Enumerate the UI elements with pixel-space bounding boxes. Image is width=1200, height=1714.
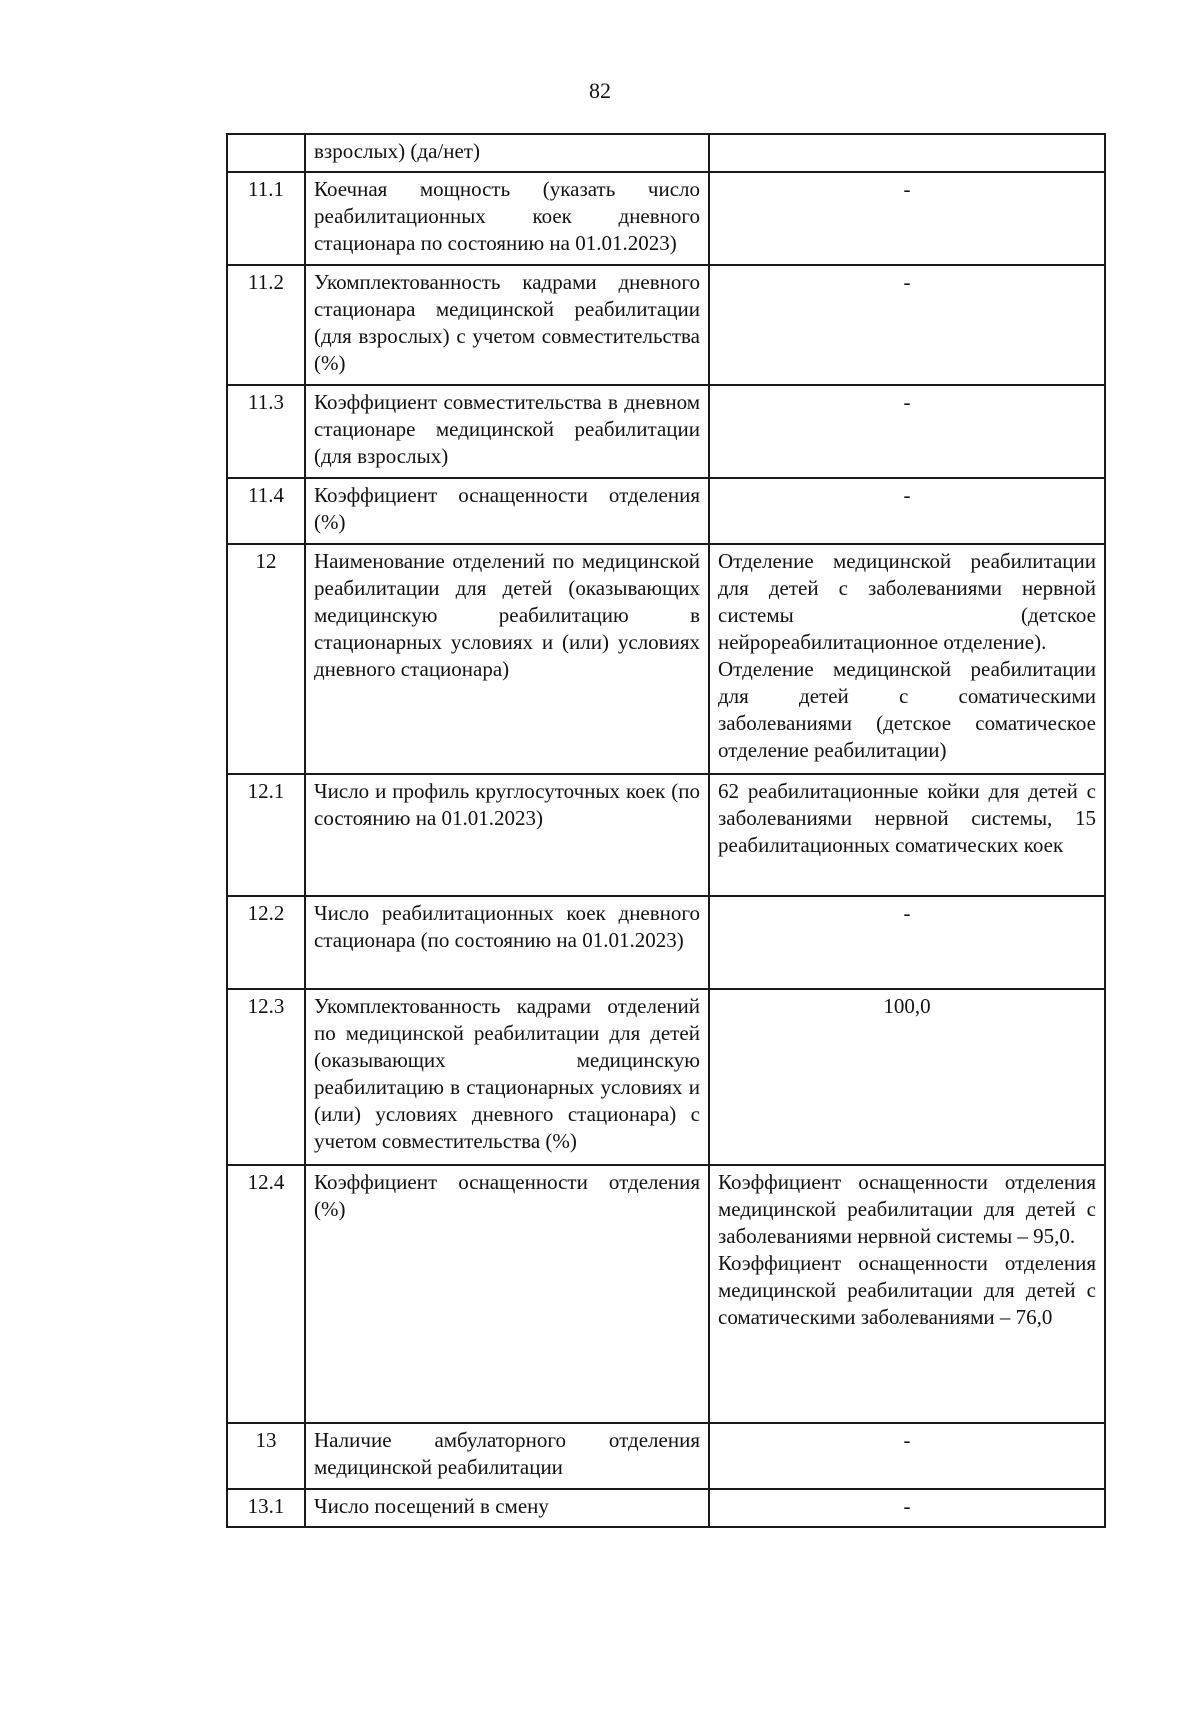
row-value-text: - bbox=[903, 270, 911, 294]
table-row bbox=[227, 1423, 1105, 1489]
row-description: Число реабилитационных коек дневного стационара (по состоянию на 01.01.2023) bbox=[305, 896, 709, 989]
row-number: 12.3 bbox=[227, 989, 305, 1165]
table-row bbox=[227, 478, 1105, 544]
row-value bbox=[709, 1165, 1105, 1423]
row-number: 11.4 bbox=[227, 478, 305, 544]
row-value bbox=[709, 478, 1105, 544]
row-description: Коэффициент совместительства в дневном стационаре медицинской реабилитации (для взрослых) bbox=[305, 385, 709, 478]
row-description: взрослых) (да/нет) bbox=[305, 134, 709, 172]
row-number: 13.1 bbox=[227, 1489, 305, 1527]
row-number: 12.4 bbox=[227, 1165, 305, 1423]
row-value-text: 62 реабилитационные койки для детей с заболеваниями нервной системы, 15 реабилитационных соматических коек bbox=[718, 779, 1096, 857]
row-value bbox=[709, 172, 1105, 265]
row-value-text: - bbox=[903, 901, 911, 925]
row-value-text: Коэффициент оснащенности отделения медицинской реабилитации для детей с заболеваниями нервной системы – 95,0. Коэффициент оснащенности отделения медицинской реабилитации для детей с соматическими заболеваниями – 76,0 bbox=[718, 1170, 1096, 1329]
row-value bbox=[709, 134, 1105, 172]
table-row bbox=[227, 774, 1105, 896]
row-description: Коэффициент оснащенности отделения (%) bbox=[305, 1165, 709, 1423]
row-number: 12 bbox=[227, 544, 305, 774]
row-value-text: - bbox=[903, 390, 911, 414]
row-description: Укомплектованность кадрами дневного стационара медицинской реабилитации (для взрослых) с учетом совместительства (%) bbox=[305, 265, 709, 385]
table-row bbox=[227, 896, 1105, 989]
table-row bbox=[227, 172, 1105, 265]
data-table bbox=[226, 133, 1106, 1528]
row-description: Число посещений в смену bbox=[305, 1489, 709, 1527]
table-row bbox=[227, 1489, 1105, 1527]
table-row bbox=[227, 265, 1105, 385]
row-number bbox=[227, 134, 305, 172]
table-row bbox=[227, 134, 1105, 172]
row-value bbox=[709, 989, 1105, 1165]
table-row bbox=[227, 1165, 1105, 1423]
table-row bbox=[227, 544, 1105, 774]
row-description: Коэффициент оснащенности отделения (%) bbox=[305, 478, 709, 544]
row-description: Укомплектованность кадрами отделений по медицинской реабилитации для детей (оказывающих медицинскую реабилитацию в стационарных условиях и (или) условиях дневного стационара) с учетом совместительства (%) bbox=[305, 989, 709, 1165]
row-description: Число и профиль круглосуточных коек (по состоянию на 01.01.2023) bbox=[305, 774, 709, 896]
page-number: 82 bbox=[589, 78, 611, 103]
row-value-text: Отделение медицинской реабилитации для детей с заболеваниями нервной системы (детское нейрореабилитационное отделение). Отделение медицинской реабилитации для детей с соматическими заболеваниями (детское соматическое отделение реабилитации) bbox=[718, 549, 1096, 762]
row-number: 11.3 bbox=[227, 385, 305, 478]
row-value bbox=[709, 896, 1105, 989]
row-value bbox=[709, 544, 1105, 774]
row-description: Коечная мощность (указать число реабилитационных коек дневного стационара по состоянию на 01.01.2023) bbox=[305, 172, 709, 265]
row-value-text: - bbox=[903, 1428, 911, 1452]
row-number: 13 bbox=[227, 1423, 305, 1489]
row-number: 12.2 bbox=[227, 896, 305, 989]
row-value bbox=[709, 265, 1105, 385]
row-description: Наименование отделений по медицинской реабилитации для детей (оказывающих медицинскую реабилитацию в стационарных условиях и (или) условиях дневного стационара) bbox=[305, 544, 709, 774]
table-row bbox=[227, 989, 1105, 1165]
row-value bbox=[709, 1423, 1105, 1489]
row-number: 11.1 bbox=[227, 172, 305, 265]
row-description: Наличие амбулаторного отделения медицинской реабилитации bbox=[305, 1423, 709, 1489]
table-row bbox=[227, 385, 1105, 478]
row-value-text: - bbox=[903, 177, 911, 201]
row-value bbox=[709, 385, 1105, 478]
row-value-text: 100,0 bbox=[883, 994, 931, 1018]
row-value bbox=[709, 774, 1105, 896]
row-value-text: - bbox=[903, 483, 911, 507]
row-number: 12.1 bbox=[227, 774, 305, 896]
row-value bbox=[709, 1489, 1105, 1527]
row-value-text: - bbox=[903, 1494, 911, 1518]
row-number: 11.2 bbox=[227, 265, 305, 385]
